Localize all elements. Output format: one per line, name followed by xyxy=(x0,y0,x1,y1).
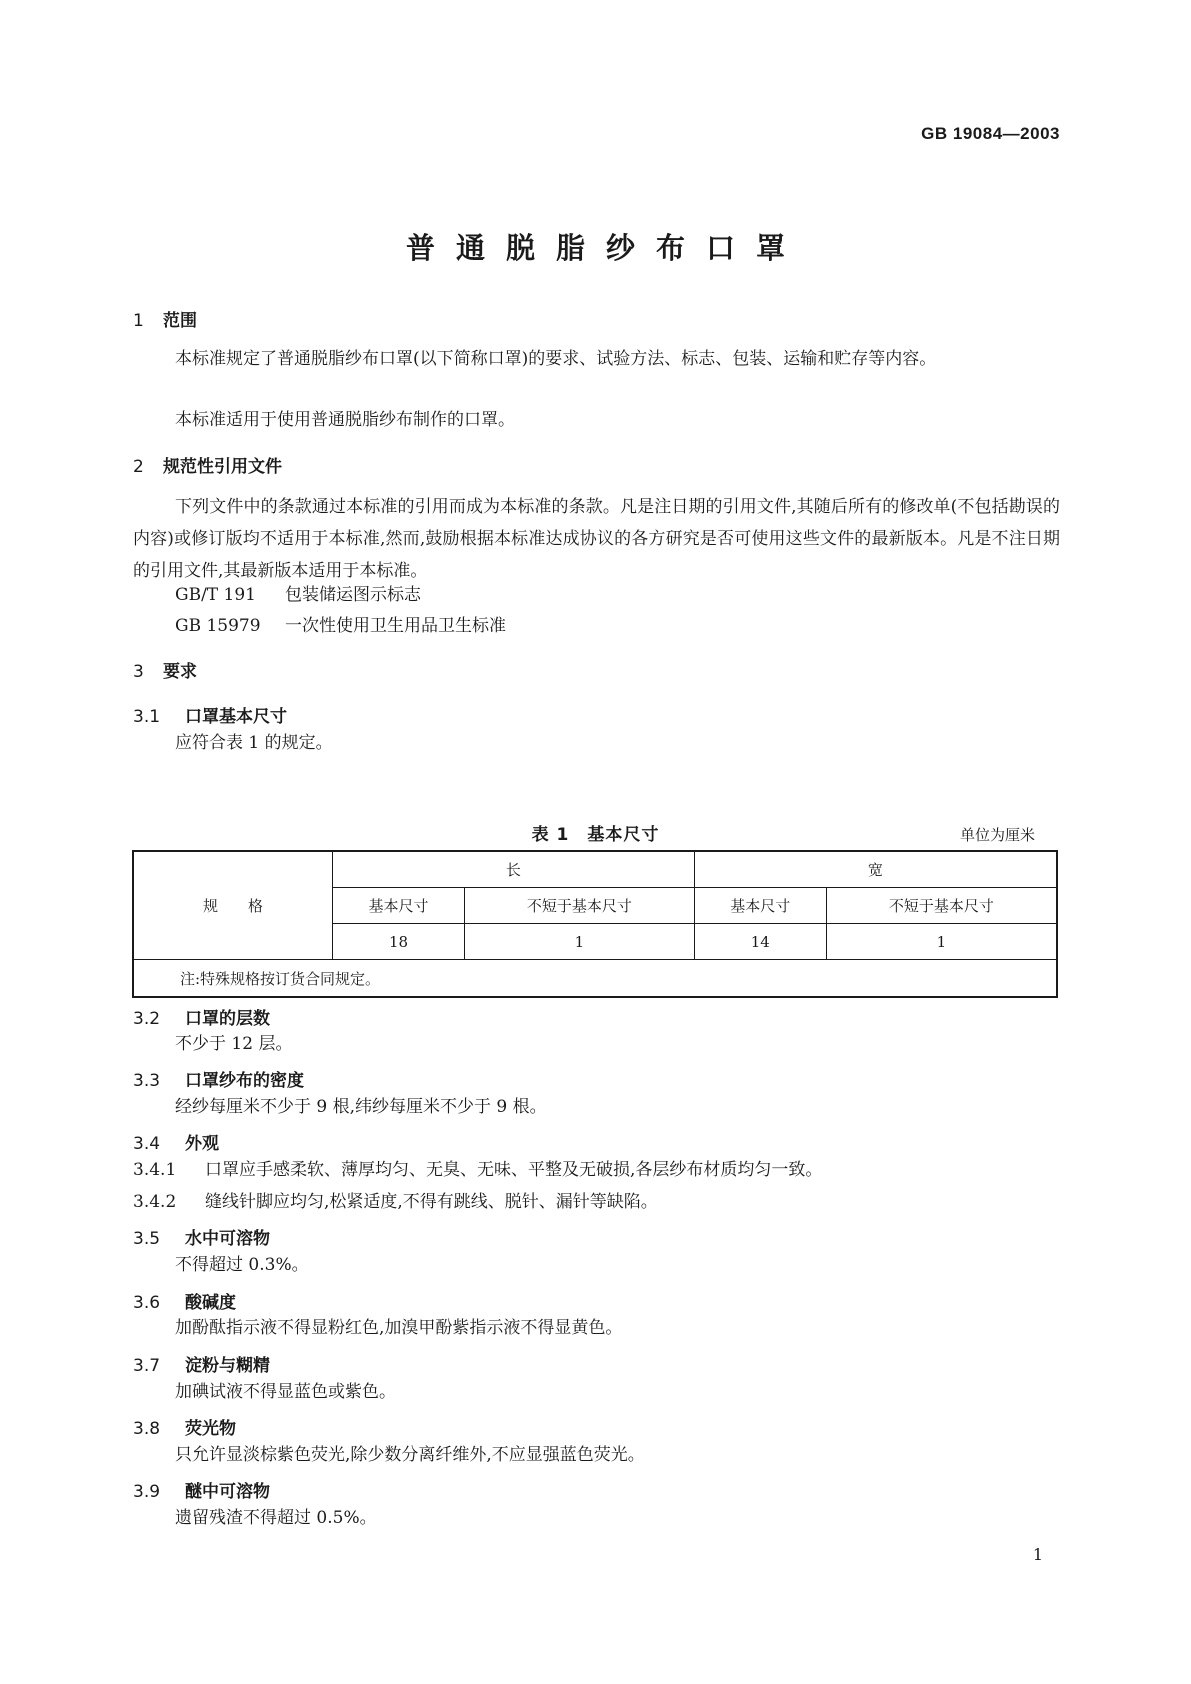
section-number: 3.2 xyxy=(133,1009,161,1029)
reference-code: GB/T 191 xyxy=(175,585,256,605)
standard-code: GB 19084—2003 xyxy=(921,124,1060,143)
section-2-paragraph-1: 下列文件中的条款通过本标准的引用而成为本标准的条款。凡是注日期的引用文件,其随后所有的修改单(不包括勘误的内容)或修订版均不适用于本标准,然而,鼓励根据本标准达成协议的各方研究是否可使用这些文件的最新版本。凡是不注日期的引用文件,其最新版本适用于本标准。 xyxy=(133,497,1060,581)
section-title: 醚中可溶物 xyxy=(185,1482,270,1502)
table-note: 注:特殊规格按订货合同规定。 xyxy=(133,960,1057,998)
section-3-4-heading xyxy=(133,1129,219,1154)
section-text: 缝线针脚应均匀,松紧适度,不得有跳线、脱针、漏针等缺陷。 xyxy=(205,1192,658,1212)
row-header-cell: 规 格 xyxy=(133,851,333,960)
value-cell: 18 xyxy=(333,924,465,960)
subheader-cell: 基本尺寸 xyxy=(333,888,465,924)
group-header-length: 长 xyxy=(333,851,695,888)
section-number: 1 xyxy=(133,311,144,331)
section-3-4-1 xyxy=(133,1155,822,1186)
section-number: 3.7 xyxy=(133,1356,161,1376)
section-3-2-heading xyxy=(133,1004,270,1029)
section-3-2-text: 不少于 12 层。 xyxy=(175,1034,293,1054)
section-3-9-heading xyxy=(133,1477,270,1502)
document-title: 普通脱脂纱布口罩 xyxy=(405,231,806,265)
section-3-4-2 xyxy=(133,1187,658,1218)
reference-title: 一次性使用卫生用品卫生标准 xyxy=(285,616,506,636)
section-3-1-heading xyxy=(133,702,287,727)
value-cell: 1 xyxy=(826,924,1057,960)
table-caption: 表 1 基本尺寸 xyxy=(531,825,660,845)
section-3-3-text: 经纱每厘米不少于 9 根,纬纱每厘米不少于 9 根。 xyxy=(175,1097,547,1117)
section-number: 3.4.1 xyxy=(133,1160,177,1180)
section-title: 要求 xyxy=(163,662,197,682)
subheader-cell: 不短于基本尺寸 xyxy=(465,888,695,924)
section-1-paragraph-1: 本标准规定了普通脱脂纱布口罩(以下简称口罩)的要求、试验方法、标志、包装、运输和贮存等内容。 xyxy=(175,349,937,369)
section-3-8-heading xyxy=(133,1414,236,1439)
section-number: 3.5 xyxy=(133,1229,161,1249)
section-number: 3.6 xyxy=(133,1293,161,1313)
section-title: 规范性引用文件 xyxy=(163,457,282,477)
value-cell: 1 xyxy=(465,924,695,960)
section-1-heading xyxy=(133,306,197,331)
section-number: 3.4.2 xyxy=(133,1192,177,1212)
section-3-5-text: 不得超过 0.3%。 xyxy=(175,1255,309,1275)
section-title: 外观 xyxy=(185,1134,219,1154)
section-number: 3.1 xyxy=(133,707,161,727)
section-title: 淀粉与糊精 xyxy=(185,1356,270,1376)
section-number: 2 xyxy=(133,457,144,477)
section-3-6-heading xyxy=(133,1288,236,1313)
section-number: 3.4 xyxy=(133,1134,161,1154)
section-number: 3.8 xyxy=(133,1419,161,1439)
subheader-cell: 不短于基本尺寸 xyxy=(826,888,1057,924)
section-title: 口罩的层数 xyxy=(185,1009,270,1029)
section-number: 3.9 xyxy=(133,1482,161,1502)
reference-item xyxy=(175,580,421,611)
section-3-6-text: 加酚酞指示液不得显粉红色,加溴甲酚紫指示液不得显黄色。 xyxy=(175,1318,623,1338)
section-title: 口罩基本尺寸 xyxy=(185,707,287,727)
dimensions-table xyxy=(132,850,1058,998)
group-header-width: 宽 xyxy=(694,851,1057,888)
section-2-heading xyxy=(133,452,282,477)
section-3-7-heading xyxy=(133,1351,270,1376)
section-3-1-text: 应符合表 1 的规定。 xyxy=(175,733,333,753)
reference-item xyxy=(175,611,506,642)
table-unit: 单位为厘米 xyxy=(959,826,1035,844)
reference-code: GB 15979 xyxy=(175,616,261,636)
section-3-3-heading xyxy=(133,1066,304,1091)
section-3-heading xyxy=(133,657,197,682)
section-text: 口罩应手感柔软、薄厚均匀、无臭、无味、平整及无破损,各层纱布材质均匀一致。 xyxy=(205,1160,823,1180)
section-3-7-text: 加碘试液不得显蓝色或紫色。 xyxy=(175,1382,396,1402)
section-3-5-heading xyxy=(133,1224,270,1249)
section-1-paragraph-2: 本标准适用于使用普通脱脂纱布制作的口罩。 xyxy=(175,410,515,430)
section-number: 3 xyxy=(133,662,144,682)
subheader-cell: 基本尺寸 xyxy=(694,888,826,924)
section-title: 范围 xyxy=(163,311,197,331)
section-3-9-text: 遗留残渣不得超过 0.5%。 xyxy=(175,1508,377,1528)
section-number: 3.3 xyxy=(133,1071,161,1091)
value-cell: 14 xyxy=(694,924,826,960)
reference-title: 包装储运图示标志 xyxy=(285,585,421,605)
page-number: 1 xyxy=(1032,1545,1043,1564)
section-title: 荧光物 xyxy=(185,1419,236,1439)
section-title: 酸碱度 xyxy=(185,1293,236,1313)
section-title: 水中可溶物 xyxy=(185,1229,270,1249)
section-3-8-text: 只允许显淡棕紫色荧光,除少数分离纤维外,不应显强蓝色荧光。 xyxy=(175,1445,645,1465)
section-title: 口罩纱布的密度 xyxy=(185,1071,304,1091)
